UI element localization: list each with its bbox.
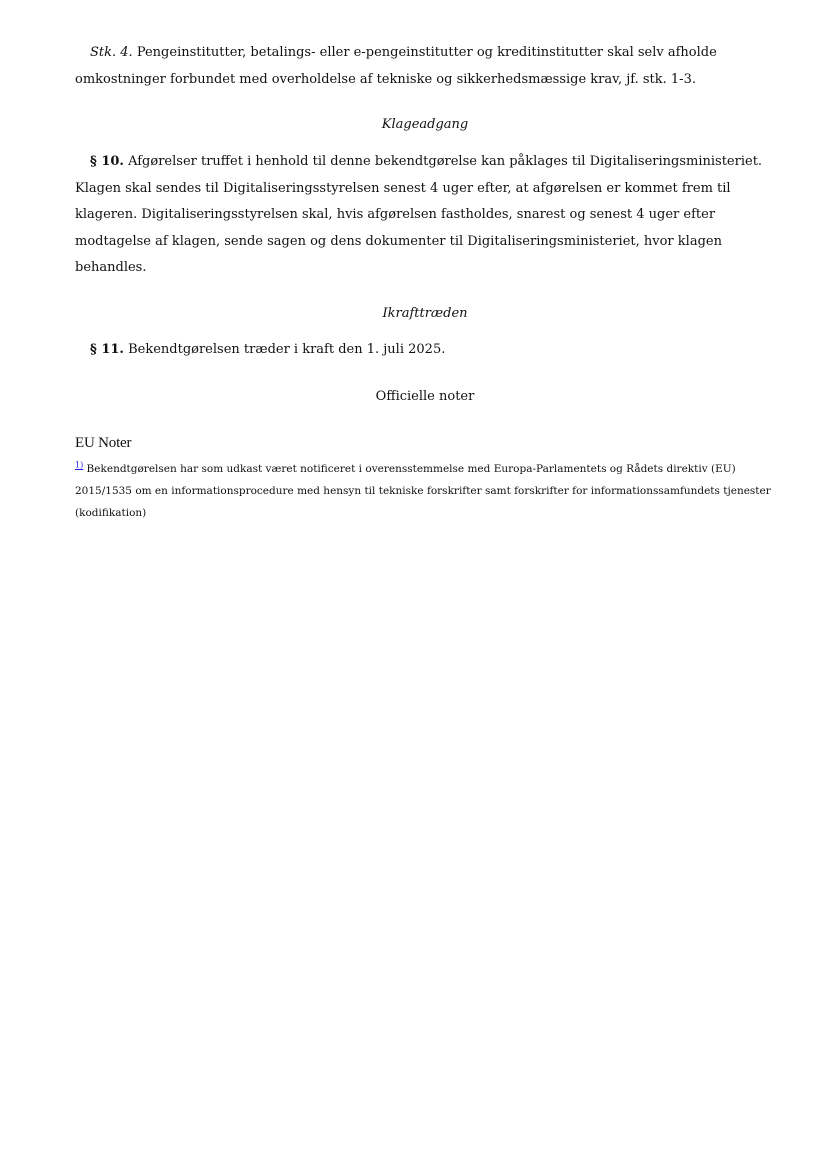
document-page — [75, 40, 775, 524]
stk-4-paragraph — [75, 40, 775, 93]
section-10-paragraph — [75, 149, 775, 282]
official-notes-heading: Officielle noter — [375, 389, 475, 404]
stk-4-label: Stk. 4. — [90, 45, 133, 60]
section-11-text: Bekendtgørelsen træder i kraft den 1. juli 2025. — [123, 341, 446, 357]
ikrafttraeden-heading: Ikrafttræden — [382, 305, 468, 321]
footnote-1 — [75, 458, 775, 524]
eu-notes-heading: EU Noter — [75, 435, 132, 451]
section-11-paragraph — [75, 337, 775, 364]
footnote-ref-link[interactable]: 1) — [75, 460, 84, 470]
section-10-label: § 10. — [90, 154, 124, 169]
klageadgang-heading: Klageadgang — [381, 117, 469, 132]
footnote-1-text: Bekendtgørelsen har som udkast været notificeret i overensstemmelse med Europa-Parlamentets og Rådets direktiv (EU) 2015/1535 om en informationsprocedure med hensyn til tekniske forskrifter samt forskrifter for informationssamfundets tjenester (kodifikation) — [75, 463, 771, 519]
section-11-label: § 11. — [90, 341, 124, 357]
stk-4-text: Pengeinstitutter, betalings- eller e-pengeinstitutter og kreditinstitutter skal selv afholde omkostninger forbundet med overholdelse af tekniske og sikkerhedsmæssige krav, jf. stk. 1-3. — [75, 45, 717, 87]
section-10-text: Afgørelser truffet i henhold til denne bekendtgørelse kan påklages til Digitaliseringsministeriet. Klagen skal sendes til Digitaliseringsstyrelsen senest 4 uger efter, at afgørelsen er kommet frem til klageren. Digitaliseringsstyrelsen skal, hvis afgørelsen fastholdes, snarest og senest 4 uger efter modtagelse af klagen, sende sagen og dens dokumenter til Digitaliseringsministeriet, hvor klagen behandles. — [75, 154, 763, 275]
